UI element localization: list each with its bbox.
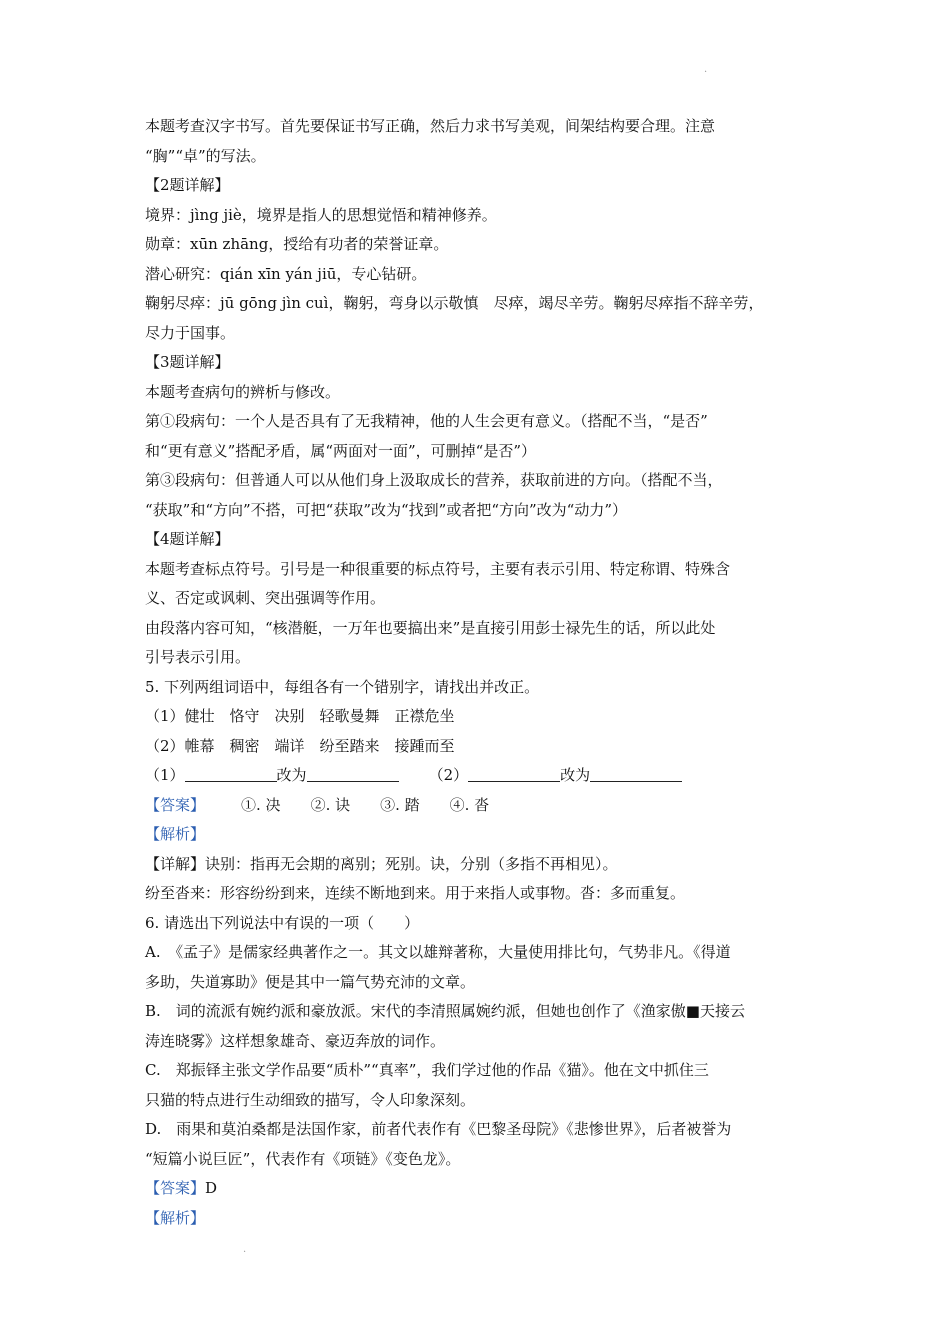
q6-option-c-cont: 只猫的特点进行生动细致的描写，令人印象深刻。 — [145, 1090, 476, 1109]
q2-line: 鞠躬尽瘁：jū gōng jìn cuì，鞠躬，弯身以示敬慎 尽瘁，竭尽辛劳。鞠躬尽瘁指不辞辛劳， — [145, 294, 764, 312]
answer-item: ③. 踏 — [380, 795, 420, 814]
q3-line: 本题考查病句的辨析与修改。 — [145, 382, 341, 401]
q4-line: 由段落内容可知，“核潜艇，一万年也要搞出来”是直接引用彭士禄先生的话，所以此处 — [145, 618, 716, 637]
fill-blank-1a[interactable] — [185, 763, 277, 782]
q1-analysis-line: 本题考查汉字书写。首先要保证书写正确，然后力求书写美观，间架结构要合理。注意 — [145, 117, 716, 135]
fill-blank-2a[interactable] — [468, 763, 560, 782]
q4-heading: 【4题详解】 — [145, 530, 230, 548]
answer-tag: 【答案】 — [145, 1179, 206, 1197]
q5-answer-line — [145, 791, 810, 821]
detail-tag: 【详解】 — [145, 854, 206, 873]
q6-option-c: C. 郑振铎主张文学作品要“质朴”“真率”，我们学过他的作品《猫》。他在文中抓住三 — [145, 1061, 709, 1079]
answer-tag: 【答案】 — [145, 795, 206, 814]
fill-blank-1b[interactable] — [307, 763, 399, 782]
q6-option-b: B. 词的流派有婉约派和豪放派。宋代的李清照属婉约派，但她也创作了《渔家傲■天接云 — [145, 1002, 745, 1020]
q3-line: 和“更有意义”搭配矛盾，属“两面对一面”，可删掉“是否”） — [145, 441, 537, 460]
q5-detail-line — [145, 850, 810, 880]
answer-item: ②. 诀 — [310, 795, 351, 814]
q6-option-d: D. 雨果和莫泊桑都是法国作家，前者代表作有《巴黎圣母院》《悲惨世界》，后者被誉为 — [145, 1120, 732, 1138]
q5-stem: 5. 下列两组词语中，每组各有一个错别字，请找出并改正。 — [145, 677, 540, 696]
q5-fill-line — [145, 761, 810, 791]
q2-line: 境界：jìng jiè，境界是指人的思想觉悟和精神修养。 — [145, 205, 497, 224]
q6-option-b-cont: 涛连晓雾》这样想象雄奇、豪迈奔放的词作。 — [145, 1031, 446, 1050]
q5-group-2: （2）帷幕 稠密 端详 纷至踏来 接踵而至 — [145, 736, 455, 755]
answer-item: ④. 沓 — [449, 795, 490, 814]
q2-line: 尽力于国事。 — [145, 323, 236, 342]
q3-line: “获取”和“方向”不搭，可把“获取”改为“找到”或者把“方向”改为“动力”） — [145, 500, 628, 519]
q3-line: 第①段病句：一个人是否具有了无我精神，他的人生会更有意义。（搭配不当，“是否” — [145, 412, 708, 430]
q6-stem: 6. 请选出下列说法中有误的一项（ ） — [145, 913, 420, 932]
q6-answer-line — [145, 1174, 810, 1204]
q6-analysis-tag: 【解析】 — [145, 1208, 206, 1227]
page-dot-top: . — [704, 64, 708, 75]
q3-line: 第③段病句：但普通人可以从他们身上汲取成长的营养，获取前进的方向。（搭配不当， — [145, 471, 723, 489]
fill-change-label-1: 改为 — [276, 766, 307, 784]
document-body — [145, 112, 810, 1233]
q5-group-1: （1）健壮 恪守 决别 轻歌曼舞 正襟危坐 — [145, 707, 455, 725]
answer-item: ①. 决 — [241, 795, 281, 814]
q2-line: 勋章：xūn zhāng，授给有功者的荣誉证章。 — [145, 235, 449, 253]
fill-label-1: （1） — [145, 766, 185, 784]
q4-line: 本题考查标点符号。引号是一种很重要的标点符号，主要有表示引用、特定称谓、特殊含 — [145, 559, 731, 578]
q6-option-d-cont: “短篇小说巨匠”，代表作有《项链》《变色龙》。 — [145, 1149, 461, 1168]
detail-text: 诀别：指再无会期的离别；死别。诀，分别（多指不再相见）。 — [205, 854, 618, 873]
q6-option-a-cont: 多助，失道寡助》便是其中一篇气势充沛的文章。 — [145, 972, 476, 991]
fill-label-2: （2） — [428, 766, 469, 784]
q4-line: 义、否定或讽刺、突出强调等作用。 — [145, 589, 386, 607]
fill-change-label-2: 改为 — [560, 766, 591, 784]
q6-option-a: A. 《孟子》是儒家经典著作之一。其文以雄辩著称，大量使用排比句，气势非凡。《得道 — [145, 943, 731, 961]
q4-line: 引号表示引用。 — [145, 648, 251, 666]
answer-value: D — [205, 1179, 218, 1197]
q3-heading: 【3题详解】 — [145, 353, 230, 371]
q2-line: 潜心研究：qián xīn yán jiū，专心钻研。 — [145, 264, 427, 283]
q5-detail-line: 纷至沓来：形容纷纷到来，连续不断地到来。用于来指人或事物。沓：多而重复。 — [145, 884, 686, 902]
q5-analysis-tag: 【解析】 — [145, 825, 206, 843]
q1-analysis-line: “胸”“卓”的写法。 — [145, 146, 266, 165]
q2-heading: 【2题详解】 — [145, 176, 230, 194]
fill-blank-2b[interactable] — [590, 763, 682, 782]
page-dot-bottom: . — [243, 1244, 247, 1255]
